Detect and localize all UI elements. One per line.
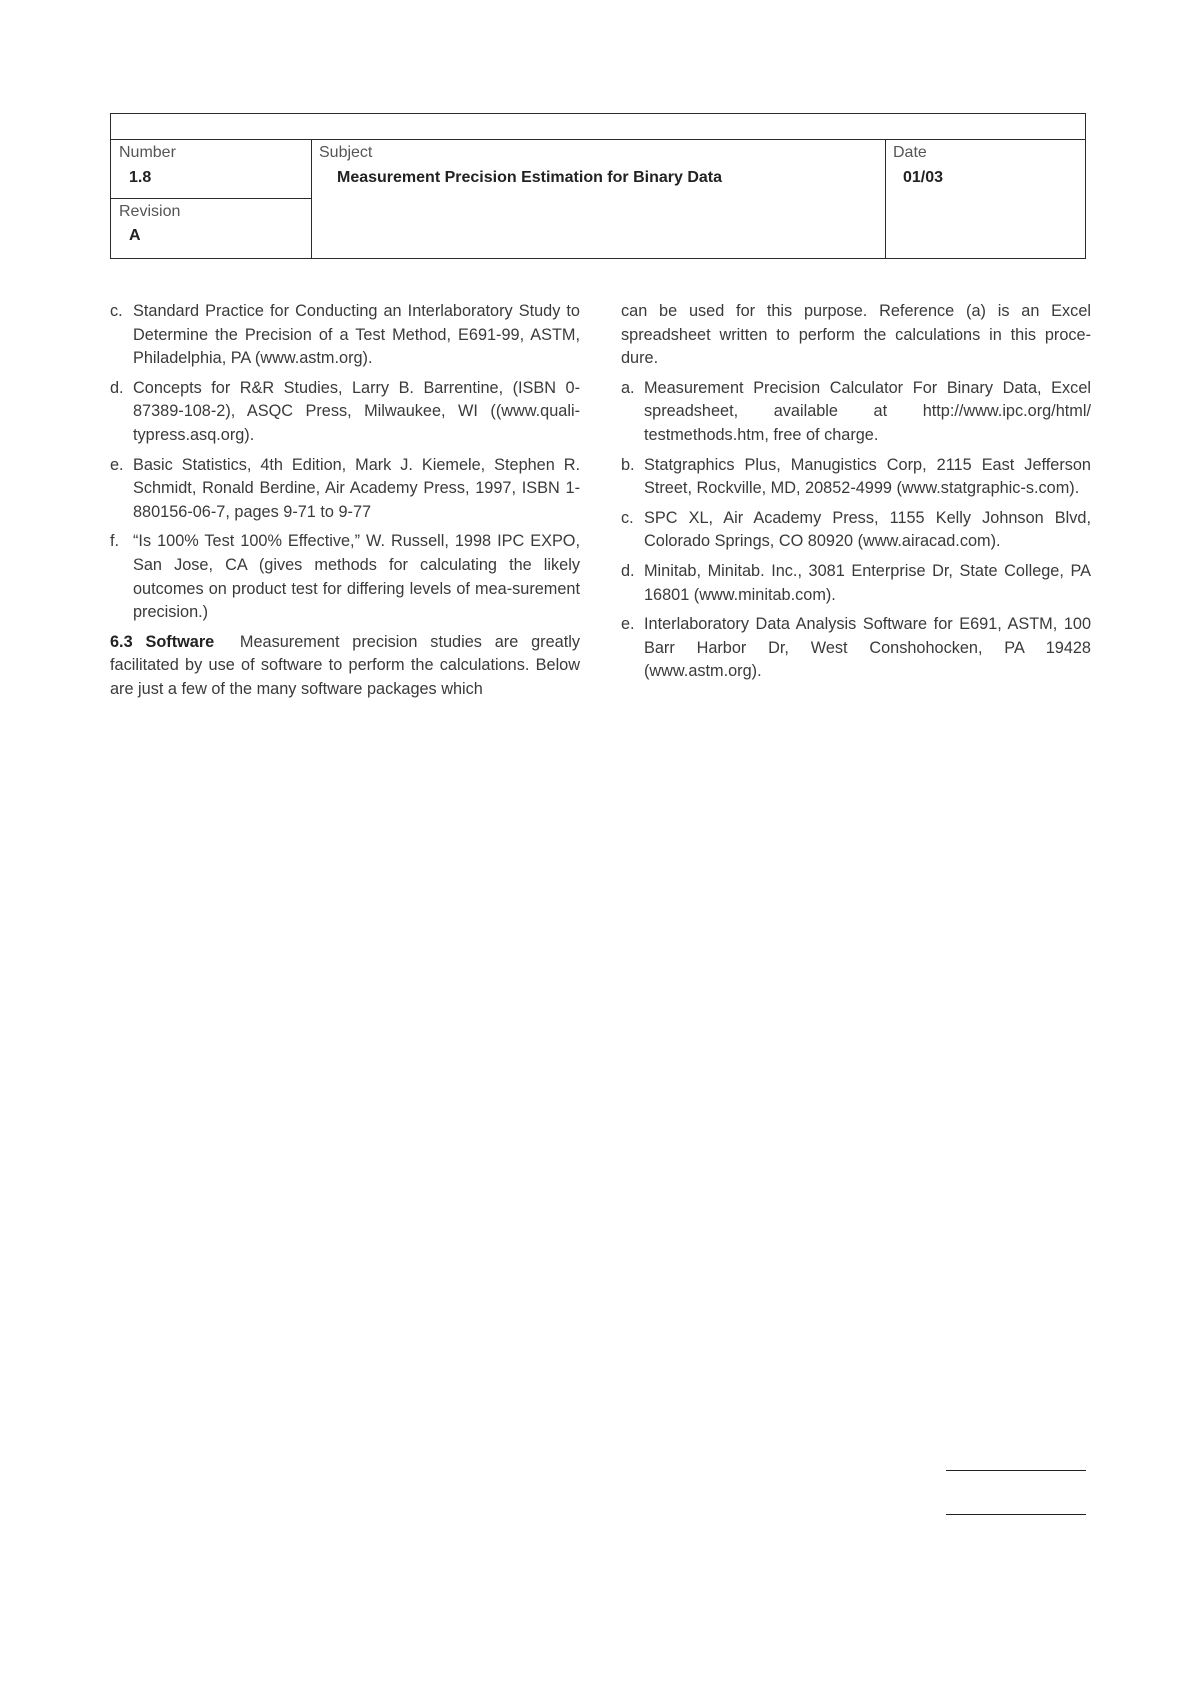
- reference-marker: c.: [110, 302, 123, 320]
- reference-text: Measurement Precision Calculator For Binary Data, Excel spreadsheet, available at http://www.ipc.org/html/ testmethods.htm, free of charge.: [644, 378, 1091, 444]
- reference-item: [110, 300, 580, 371]
- reference-text: Statgraphics Plus, Manugistics Corp, 2115 East Jefferson Street, Rockville, MD, 20852-4999 (www.statgraphic-s.com).: [644, 455, 1091, 498]
- reference-item: [110, 530, 580, 624]
- number-label: Number: [119, 144, 176, 161]
- date-label: Date: [893, 144, 927, 161]
- reference-marker: a.: [621, 378, 635, 397]
- reference-text: Basic Statistics, 4th Edition, Mark J. Kiemele, Stephen R. Schmidt, Ronald Berdine, Air Academy Press, 1997, ISBN 1-880156-06-7, pages 9-71 to 9-77: [133, 455, 580, 521]
- reference-marker: f.: [110, 532, 120, 551]
- reference-marker: d.: [621, 561, 635, 580]
- header-divider: [885, 139, 886, 258]
- reference-marker: c.: [621, 508, 634, 527]
- section-heading: 6.3 Software: [110, 632, 215, 651]
- continuation-paragraph: can be used for this purpose. Reference (a) is an Excel spreadsheet written to perform the calculations in this proce-dure.: [621, 302, 1091, 368]
- reference-text: Concepts for R&R Studies, Larry B. Barrentine, (ISBN 0-87389-108-2), ASQC Press, Milwaukee, WI ((www.quali-typress.asq.org).: [133, 378, 580, 444]
- reference-text: “Is 100% Test 100% Effective,” W. Russell, 1998 IPC EXPO, San Jose, CA (gives methods for calculating the likely outcomes on product test for differing levels of mea-surement precision.): [133, 532, 580, 622]
- header-top-band: [111, 114, 1085, 140]
- reference-text: Standard Practice for Conducting an Interlaboratory Study to Determine the Precision of a Test Method, E691-99, ASTM, Philadelphia, PA (www.astm.org).: [133, 302, 580, 368]
- software-item: [621, 560, 1091, 607]
- reference-marker: e.: [621, 615, 635, 634]
- header-divider: [311, 139, 312, 258]
- software-item: [621, 507, 1091, 554]
- signature-line: [946, 1514, 1086, 1515]
- number-value: 1.8: [129, 169, 152, 186]
- reference-text: SPC XL, Air Academy Press, 1155 Kelly Johnson Blvd, Colorado Springs, CO 80920 (www.airacad.com).: [644, 508, 1091, 551]
- reference-text: Minitab, Minitab. Inc., 3081 Enterprise Dr, State College, PA 16801 (www.minitab.com).: [644, 561, 1091, 604]
- reference-marker: e.: [110, 455, 124, 474]
- subject-label: Subject: [319, 144, 373, 161]
- section-body: Measurement precision studies are greatly facilitated by use of software to perform the calculations. Below are just a few of the many software packages which: [110, 632, 580, 698]
- software-item: [621, 613, 1091, 684]
- reference-text: Interlaboratory Data Analysis Software for E691, ASTM, 100 Barr Harbor Dr, West Conshohocken, PA 19428 (www.astm.org).: [644, 615, 1091, 681]
- revision-label: Revision: [119, 203, 181, 220]
- software-item: [621, 454, 1091, 501]
- reference-marker: d.: [110, 378, 124, 397]
- subject-value: Measurement Precision Estimation for Binary Data: [337, 169, 722, 186]
- reference-item: [110, 377, 580, 448]
- reference-item: [110, 454, 580, 525]
- reference-marker: b.: [621, 455, 635, 474]
- date-value: 01/03: [903, 169, 944, 186]
- left-column: [110, 300, 580, 702]
- header-divider: [111, 198, 311, 199]
- document-header: [110, 113, 1086, 259]
- software-section: [110, 631, 580, 702]
- software-item: [621, 377, 1091, 448]
- right-column: [621, 300, 1091, 690]
- revision-value: A: [129, 227, 141, 244]
- signature-line: [946, 1470, 1086, 1471]
